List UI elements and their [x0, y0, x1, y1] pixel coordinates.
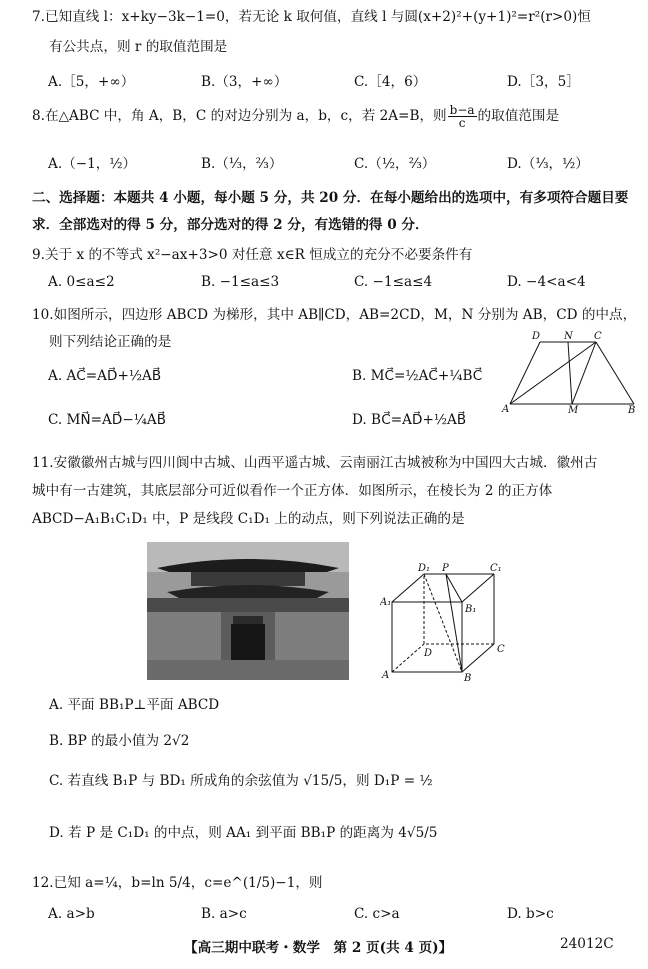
question-8-options	[48, 152, 628, 180]
building-illustration	[147, 542, 349, 680]
label-b: B	[628, 405, 636, 414]
edge-a1d1	[392, 574, 424, 602]
option-c: C. c>a	[354, 906, 400, 922]
question-9-options	[48, 274, 628, 302]
question-8-stem-prefix: 8.在△ABC 中，角 A，B，C 的对边分别为 a，b，c，若 2A=B，则	[32, 108, 447, 124]
edge-ad	[510, 342, 540, 404]
edge-bc	[462, 644, 494, 672]
question-11-option-b: B. BP 的最小值为 2√2	[49, 733, 190, 749]
question-10-option-a: A. AC⃗=AD⃗+½AB⃗	[48, 368, 162, 384]
question-11-option-d: D. 若 P 是 C₁D₁ 的中点，则 AA₁ 到平面 BB₁P 的距离为 4√5/5	[49, 825, 438, 841]
question-10-line-2: 则下列结论正确的是	[49, 334, 172, 350]
option-c: C.［4，6）	[354, 74, 427, 90]
question-11-option-c: C. 若直线 B₁P 与 BD₁ 所成角的余弦值为 √15/5，则 D₁P = ½	[49, 773, 433, 789]
label-a: A	[502, 404, 510, 414]
question-8-stem	[32, 104, 632, 129]
question-10-option-c: C. MN⃗=AD⃗−¼AB⃗	[48, 412, 167, 428]
diagonal-ac	[510, 342, 596, 404]
question-10-option-b: B. MC⃗=½AC⃗+¼BC⃗	[352, 368, 483, 384]
label-c: C	[594, 331, 602, 342]
question-7-options	[48, 70, 628, 98]
option-d: D. −4<a<4	[507, 274, 586, 290]
segment-nm	[568, 342, 572, 404]
question-8-stem-suffix: 的取值范围是	[477, 108, 560, 124]
option-d: D.（⅓，½）	[507, 156, 589, 172]
label-d: D	[532, 331, 541, 342]
label-d: D	[424, 648, 433, 659]
label-p: P	[442, 563, 449, 574]
label-d1: D₁	[418, 563, 431, 574]
option-a: A. 0≤a≤2	[48, 274, 115, 290]
front-face	[392, 602, 462, 672]
section-2-heading-line-1: 二、选择题：本题共 4 小题，每小题 5 分，共 20 分．在每小题给出的选项中，有多项符合题目要	[32, 190, 629, 206]
label-c1: C₁	[490, 563, 502, 574]
segment-mc	[572, 342, 596, 404]
option-b: B.（⅓，⅔）	[201, 156, 283, 172]
ancient-building-photo	[147, 542, 349, 680]
question-11-line-3: ABCD−A₁B₁C₁D₁ 中，P 是线段 C₁D₁ 上的动点，则下列说法正确的是	[32, 511, 465, 527]
ratio-fraction	[448, 104, 477, 129]
option-d: D.［3，5］	[507, 74, 580, 90]
trapezoid-figure	[500, 330, 640, 414]
option-c: C.（½，⅔）	[354, 156, 436, 172]
question-11-line-1: 11.安徽徽州古城与四川阆中古城、山西平遥古城、云南丽江古城被称为中国四大古城．徽州古	[32, 455, 598, 471]
question-7-line-2: 有公共点，则 r 的取值范围是	[49, 39, 228, 55]
label-m: M	[568, 405, 579, 414]
question-11-line-2: 城中有一古建筑，其底层部分可近似看作一个正方体．如图所示，在棱长为 2 的正方体	[32, 483, 553, 499]
label-b1: B₁	[465, 604, 477, 615]
back-face	[424, 574, 494, 644]
option-a: A.［5，+∞）	[48, 74, 135, 90]
option-b: B. −1≤a≤3	[201, 274, 280, 290]
fraction-numerator: b−a	[449, 103, 475, 117]
question-7-line-1: 7.已知直线 l：x+ky−3k−1=0，若无论 k 取何值，直线 l 与圆(x+2)²+(y+1)²=r²(r>0)恒	[32, 9, 591, 25]
option-d: D. b>c	[507, 906, 554, 922]
option-b: B.（3，+∞）	[201, 74, 288, 90]
fraction-denominator: c	[458, 116, 466, 130]
question-10-line-1: 10.如图所示，四边形 ABCD 为梯形，其中 AB∥CD，AB=2CD，M，N 分别为 AB，CD 的中点，	[32, 307, 637, 323]
label-b: B	[464, 673, 472, 682]
option-a: A. a>b	[48, 906, 95, 922]
question-12-options	[48, 906, 628, 934]
option-b: B. a>c	[201, 906, 247, 922]
question-12-stem: 12.已知 a=¼，b=ln 5/4，c=e^(1/5)−1，则	[32, 875, 323, 891]
cube-figure	[380, 560, 510, 682]
edge-ad	[392, 644, 424, 672]
question-11-option-a: A. 平面 BB₁P⊥平面 ABCD	[49, 697, 220, 713]
question-9-stem: 9.关于 x 的不等式 x²−ax+3>0 对任意 x∈R 恒成立的充分不必要条件有	[32, 247, 473, 263]
exam-code: 24012C	[560, 936, 614, 952]
edge-cb	[596, 342, 634, 404]
label-a1: A₁	[380, 597, 392, 608]
option-a: A.（−1，½）	[48, 156, 137, 172]
edge-b1c1	[462, 574, 494, 602]
label-c: C	[497, 644, 505, 655]
label-a: A	[382, 670, 390, 681]
label-n: N	[564, 331, 573, 342]
question-10-option-d: D. BC⃗=AD⃗+½AB⃗	[352, 412, 467, 428]
section-2-heading-line-2: 求．全部选对的得 5 分，部分选对的得 2 分，有选错的得 0 分．	[32, 217, 429, 233]
option-c: C. −1≤a≤4	[354, 274, 433, 290]
footer-title: 【高三期中联考・数学 第 2 页(共 4 页)】	[184, 940, 453, 956]
